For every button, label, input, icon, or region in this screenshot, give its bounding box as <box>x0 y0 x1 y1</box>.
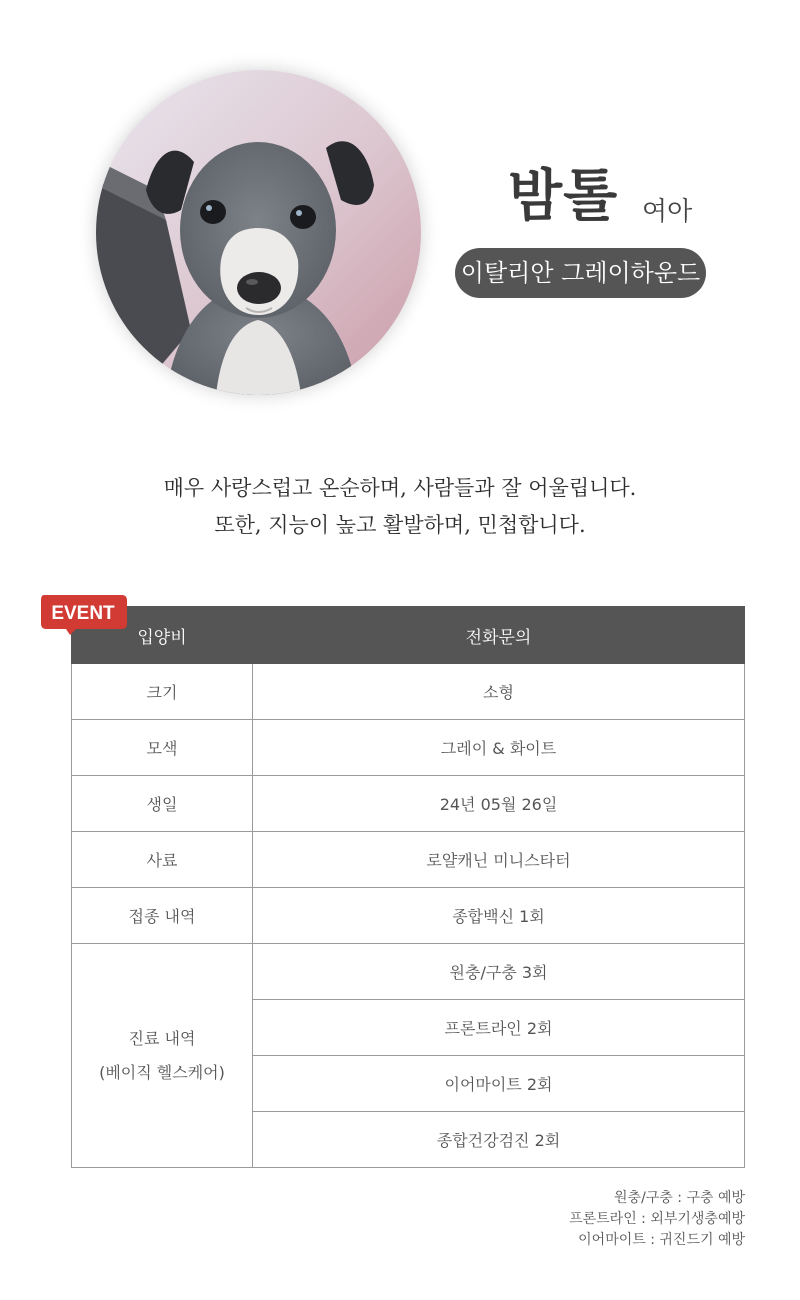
row-label-food: 사료 <box>72 832 253 888</box>
row-label-size: 크기 <box>72 664 253 720</box>
table-row <box>72 832 745 888</box>
row-value-medical: 종합건강검진 2회 <box>253 1112 745 1168</box>
description-line: 또한, 지능이 높고 활발하며, 민첩합니다. <box>214 513 586 537</box>
table-row <box>72 664 745 720</box>
row-value-medical: 프론트라인 2회 <box>253 1000 745 1056</box>
description-line: 매우 사랑스럽고 온순하며, 사람들과 잘 어울립니다. <box>163 476 637 500</box>
adoption-fee-value: 전화문의 <box>253 607 745 664</box>
table-row <box>72 944 745 1000</box>
breed-badge: 이탈리안 그레이하운드 <box>455 248 706 298</box>
pet-photo <box>96 70 421 395</box>
event-badge <box>40 592 128 636</box>
table-row <box>72 720 745 776</box>
row-value-food: 로얄캐닌 미니스타터 <box>253 832 745 888</box>
row-value-medical: 원충/구충 3회 <box>253 944 745 1000</box>
event-badge-label: EVENT <box>51 603 115 624</box>
pet-info-table <box>71 606 745 1168</box>
row-label-birthday: 생일 <box>72 776 253 832</box>
puppy-illustration <box>96 70 421 395</box>
footnote-line: 이어마이트 : 귀진드기 예방 <box>578 1232 745 1248</box>
pet-name: 밤톨 <box>508 164 619 229</box>
row-label-medical <box>72 944 253 1168</box>
footnotes <box>569 1188 745 1251</box>
pet-description <box>0 470 800 544</box>
footnote-line: 원충/구충 : 구충 예방 <box>614 1190 745 1206</box>
footnote-line: 프론트라인 : 외부기생충예방 <box>569 1211 745 1227</box>
medical-label-line: (베이직 헬스케어) <box>99 1062 225 1082</box>
adoption-fee-label: 입양비 <box>72 607 253 664</box>
row-value-size: 소형 <box>253 664 745 720</box>
pet-gender: 여아 <box>642 197 693 227</box>
row-value-vaccination: 종합백신 1회 <box>253 888 745 944</box>
table-header-row <box>72 607 745 664</box>
row-label-vaccination: 접종 내역 <box>72 888 253 944</box>
row-label-color: 모색 <box>72 720 253 776</box>
row-value-birthday: 24년 05월 26일 <box>253 776 745 832</box>
row-value-medical: 이어마이트 2회 <box>253 1056 745 1112</box>
table-row <box>72 776 745 832</box>
medical-label-line: 진료 내역 <box>128 1028 196 1048</box>
table-row <box>72 888 745 944</box>
row-value-color: 그레이 & 화이트 <box>253 720 745 776</box>
